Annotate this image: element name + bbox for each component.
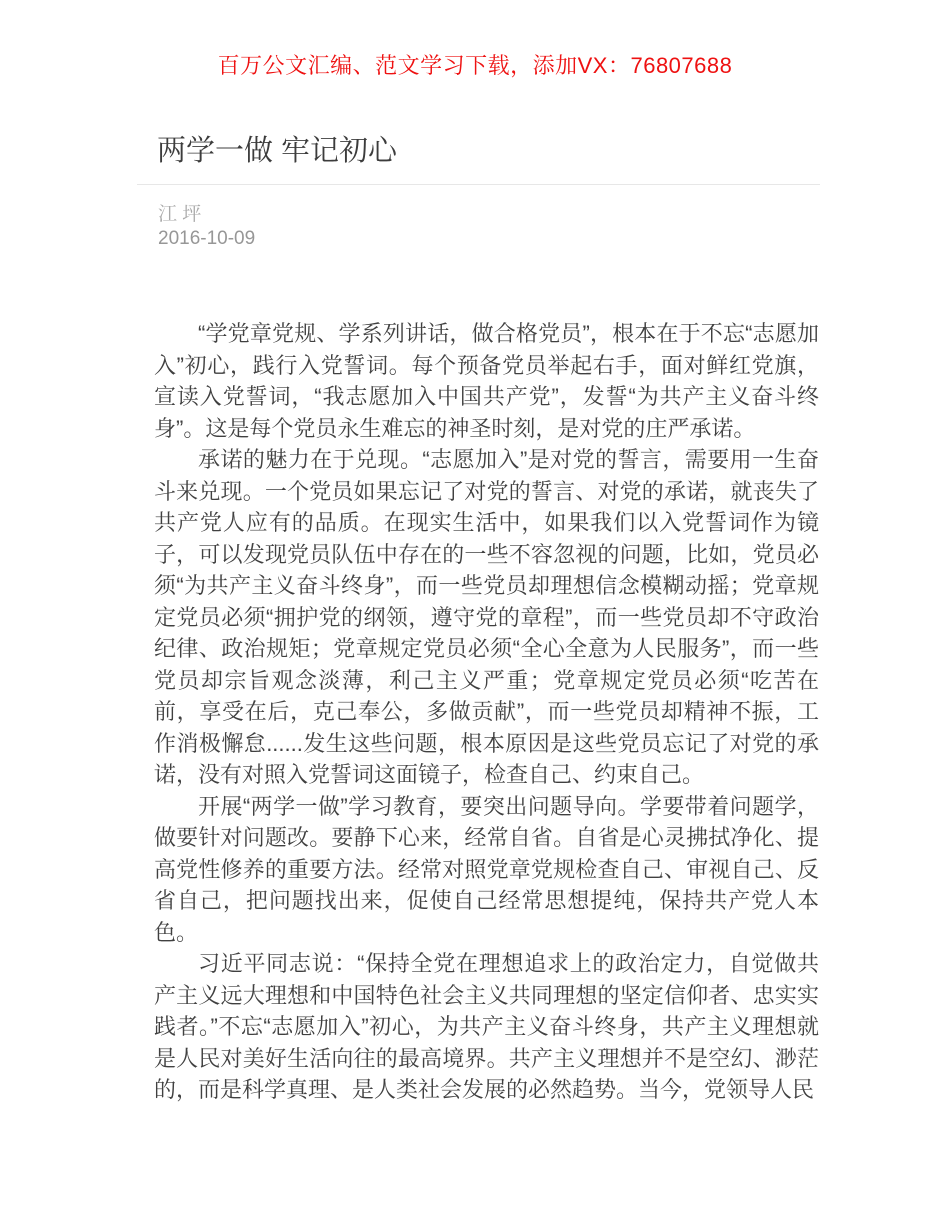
article-author: 江 坪 [158, 204, 202, 225]
article-body [154, 318, 819, 1114]
article-title: 两学一做 牢记初心 [157, 135, 398, 167]
article-paragraph: 习近平同志说：“保持全党在理想追求上的政治定力，自觉做共产主义远大理想和中国特色社会主义共同理想的坚定信仰者、忠实实践者。”不忘“志愿加入”初心，为共产主义奋斗终身，共产主义理想就是人民对美好生活向往的最高境界。共产主义理想并不是空幻、渺茫的，而是科学真理、是人类社会发展的必然趋势。当今，党领导人民 [154, 951, 819, 1102]
title-divider [137, 184, 820, 185]
article-paragraph: 承诺的魅力在于兑现。“志愿加入”是对党的誓言，需要用一生奋斗来兑现。一个党员如果忘记了对党的誓言、对党的承诺，就丧失了共产党人应有的品质。在现实生活中，如果我们以入党誓词作为镜子，可以发现党员队伍中存在的一些不容忽视的问题，比如，党员必须“为共产主义奋斗终身”，而一些党员却理想信念模糊动摇；党章规定党员必须“拥护党的纲领，遵守党的章程”，而一些党员却不守政治纪律、政治规矩；党章规定党员必须“全心全意为人民服务”，而一些党员却宗旨观念淡薄，利己主义严重；党章规定党员必须“吃苦在前，享受在后，克己奉公，多做贡献”，而一些党员却精神不振，工作消极懈怠......发生这些问题，根本原因是这些党员忘记了对党的承诺，没有对照入党誓词这面镜子，检查自己、约束自己。 [154, 447, 819, 787]
article-paragraph: “学党章党规、学系列讲话，做合格党员”，根本在于不忘“志愿加入”初心，践行入党誓词。每个预备党员举起右手，面对鲜红党旗，宣读入党誓词，“我志愿加入中国共产党”，发誓“为共产主义奋斗终身”。这是每个党员永生难忘的神圣时刻，是对党的庄严承诺。 [154, 321, 819, 441]
article-paragraph: 开展“两学一做”学习教育，要突出问题导向。学要带着问题学，做要针对问题改。要静下心来，经常自省。自省是心灵拂拭净化、提高党性修养的重要方法。经常对照党章党规检查自己、审视自己、反省自己，把问题找出来，促使自己经常思想提纯，保持共产党人本色。 [154, 793, 819, 945]
promo-banner: 百万公文汇编、范文学习下载，添加VX：76807688 [217, 53, 733, 78]
article-date: 2016-10-09 [158, 228, 256, 249]
